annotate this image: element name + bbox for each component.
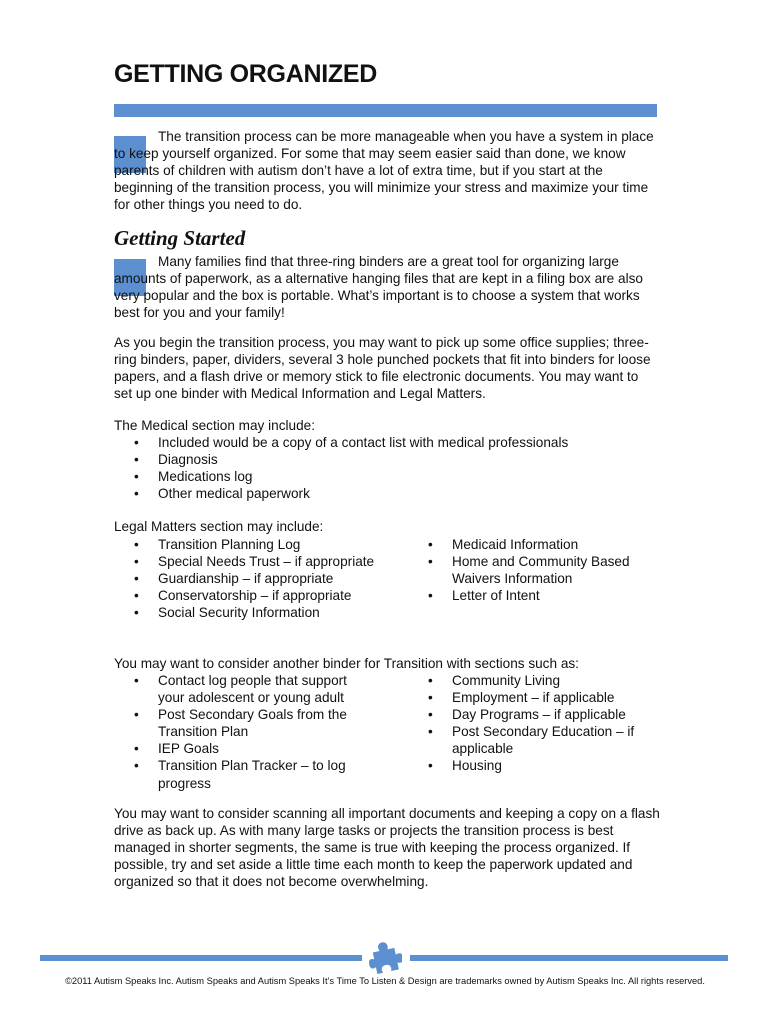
list-item: • Post Secondary Education – if applicable bbox=[408, 723, 648, 757]
list-item: • Special Needs Trust – if appropriate bbox=[114, 553, 376, 570]
list-item: • Conservatorship – if appropriate bbox=[114, 587, 376, 604]
list-item: • Transition Planning Log bbox=[114, 536, 376, 553]
page-title: GETTING ORGANIZED bbox=[114, 60, 377, 88]
puzzle-piece-icon bbox=[368, 940, 402, 974]
list-item: • Letter of Intent bbox=[408, 587, 658, 604]
title-underline-bar bbox=[114, 104, 657, 117]
medical-section-label: The Medical section may include: bbox=[114, 418, 315, 433]
list-item: • Community Living bbox=[408, 672, 648, 689]
intro-paragraph: The transition process can be more manageable when you have a system in place to keep yourself organized. For some that may seem easier said than done, we know parents of children with autism don’t have a lot of extra time, but if you start at the beginning of the transition process, you will minimize your stress and maximize your time for other things you need to do. bbox=[114, 129, 654, 213]
list-item: • Medications log bbox=[114, 468, 660, 485]
supplies-paragraph: As you begin the transition process, you may want to pick up some office supplies; three-ring binders, paper, dividers, several 3 hole punched pockets that fit into binders for loose papers, and a flash drive or memory stick to file electronic documents. You may want to set up one binder with Medical Information and Legal Matters. bbox=[114, 335, 651, 402]
list-item: • Included would be a copy of a contact list with medical professionals bbox=[114, 434, 660, 451]
legal-list-left bbox=[114, 536, 376, 621]
list-item: • Medicaid Information bbox=[408, 536, 658, 553]
list-item: • Transition Plan Tracker – to log progress bbox=[114, 757, 372, 791]
list-item: • Guardianship – if appropriate bbox=[114, 570, 376, 587]
list-item: • IEP Goals bbox=[114, 740, 372, 757]
list-item: • Employment – if applicable bbox=[408, 689, 648, 706]
list-item: • Home and Community Based Waivers Information bbox=[408, 553, 658, 587]
getting-started-paragraph: Many families find that three-ring binders are a great tool for organizing large amounts of paperwork, as a alternative hanging files that are kept in a filing box are also very popular and the box is portable. What’s important is to choose a system that works best for you and your family! bbox=[114, 254, 643, 321]
transition-list-right bbox=[408, 672, 648, 775]
footer-copyright: ©2011 Autism Speaks Inc. Autism Speaks and Autism Speaks It’s Time To Listen & Design are trademarks owned by Autism Speaks Inc. All rights reserved. bbox=[65, 976, 705, 986]
list-item: • Post Secondary Goals from the Transition Plan bbox=[114, 706, 372, 740]
legal-section-label: Legal Matters section may include: bbox=[114, 519, 324, 534]
legal-list-right bbox=[408, 536, 658, 604]
footer-divider-left bbox=[40, 955, 362, 961]
closing-paragraph: You may want to consider scanning all important documents and keeping a copy on a flash drive as back up. As with many large tasks or projects the transition process is best managed in shorter segments, the same is true with keeping the process organized. If possible, try and set aside a little time each month to keep the paperwork updated and organized so that it does not become overwhelming. bbox=[114, 806, 660, 890]
list-item: • Contact log people that support your adolescent or young adult bbox=[114, 672, 372, 706]
transition-list-left bbox=[114, 672, 372, 792]
list-item: • Housing bbox=[408, 757, 648, 774]
transition-section-label: You may want to consider another binder for Transition with sections such as: bbox=[114, 656, 579, 671]
footer-divider-right bbox=[410, 955, 728, 961]
list-item: • Other medical paperwork bbox=[114, 485, 660, 502]
list-item: • Diagnosis bbox=[114, 451, 660, 468]
list-item: • Social Security Information bbox=[114, 604, 376, 621]
medical-list bbox=[114, 434, 660, 502]
list-item: • Day Programs – if applicable bbox=[408, 706, 648, 723]
section-heading-getting-started: Getting Started bbox=[114, 226, 246, 250]
